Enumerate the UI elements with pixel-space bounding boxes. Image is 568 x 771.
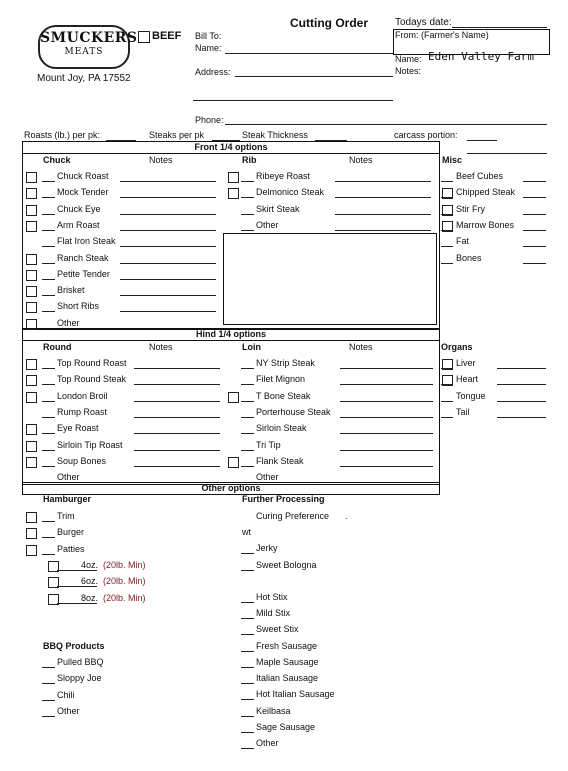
organ-tail-blank[interactable] bbox=[441, 417, 453, 418]
bbq-other-blank[interactable] bbox=[42, 716, 55, 717]
hamburger-title: Hamburger bbox=[43, 494, 92, 504]
chuck-ranch-steak-blank[interactable] bbox=[42, 263, 55, 264]
misc-beef-cubes-notes[interactable] bbox=[523, 181, 546, 182]
chuck-chuck-roast-notes[interactable] bbox=[120, 181, 216, 182]
round-top-round-roast-blank[interactable] bbox=[42, 368, 55, 369]
loin-flank-steak-notes[interactable] bbox=[340, 466, 433, 467]
loin-t-bone-steak-label: T Bone Steak bbox=[256, 390, 311, 401]
chuck-short-ribs-notes[interactable] bbox=[120, 311, 216, 312]
steak-thickness-label: Steak Thickness bbox=[242, 130, 308, 140]
logo-line1: SMUCKERS bbox=[40, 30, 138, 46]
fp-maple-sausage-label: Maple Sausage bbox=[256, 657, 319, 667]
chuck-chuck-roast-label: Chuck Roast bbox=[57, 171, 109, 181]
patty-4oz-size: 4oz. bbox=[81, 560, 99, 570]
round-london-broil-checkbox[interactable] bbox=[26, 392, 37, 403]
fp-hot-italian-sausage-blank[interactable] bbox=[241, 699, 254, 700]
organ-tail-label: Tail bbox=[456, 406, 470, 417]
chuck-chuck-eye-blank[interactable] bbox=[42, 214, 55, 215]
rib-delmonico-steak-label: Delmonico Steak bbox=[256, 187, 325, 198]
misc-stir-fry-label: Stir Fry bbox=[456, 203, 485, 214]
fp-sweet-bologna-blank[interactable] bbox=[241, 570, 254, 571]
fp-hot-stix-label: Hot Stix bbox=[256, 592, 288, 602]
notes-label: Notes: bbox=[395, 66, 422, 76]
misc-bones-notes[interactable] bbox=[523, 263, 546, 264]
round-soup-bones-checkbox[interactable] bbox=[26, 457, 37, 468]
address-field-2[interactable] bbox=[193, 100, 393, 101]
bbq-products-title: BBQ Products bbox=[43, 641, 105, 651]
organ-heart-notes[interactable] bbox=[497, 384, 546, 385]
loin-porterhouse-steak-notes[interactable] bbox=[340, 417, 433, 418]
chuck-ranch-steak-notes[interactable] bbox=[120, 263, 216, 264]
name-field[interactable] bbox=[225, 53, 393, 54]
round-rump-roast-label: Rump Roast bbox=[57, 406, 108, 417]
loin-sirloin-steak-label: Sirloin Steak bbox=[256, 423, 307, 434]
misc-stir-fry-notes[interactable] bbox=[523, 214, 546, 215]
fp-italian-sausage-label: Italian Sausage bbox=[256, 673, 319, 683]
steaks-per-pack-label: Steaks per pk bbox=[149, 130, 205, 140]
fp-keilbasa-blank[interactable] bbox=[241, 716, 254, 717]
fp-hot-italian-sausage-label: Hot Italian Sausage bbox=[256, 689, 335, 699]
misc-marrow-bones-notes[interactable] bbox=[523, 230, 546, 231]
chuck-title: Chuck bbox=[43, 155, 71, 165]
rib-ribeye-roast-blank[interactable] bbox=[241, 181, 254, 182]
chuck-mock-tender-notes[interactable] bbox=[120, 197, 216, 198]
curing-preference-label: Curing Preference bbox=[256, 511, 330, 521]
misc-fat-blank[interactable] bbox=[441, 246, 453, 247]
curing-preference-dot: . bbox=[345, 511, 348, 521]
round-sirloin-tip-roast-label: Sirloin Tip Roast bbox=[57, 439, 123, 450]
patty-8oz-min: (20lb. Min) bbox=[103, 592, 146, 603]
round-top-round-steak-notes[interactable] bbox=[134, 384, 220, 385]
round-london-broil-label: London Broil bbox=[57, 390, 108, 401]
address-label: Address: bbox=[195, 67, 231, 77]
rib-skirt-steak-blank[interactable] bbox=[241, 214, 254, 215]
patty-8oz-blank[interactable] bbox=[57, 603, 97, 604]
chuck-arm-roast-checkbox[interactable] bbox=[26, 221, 37, 232]
fp-fresh-sausage-blank[interactable] bbox=[241, 651, 254, 652]
fp-sweet-stix-label: Sweet Stix bbox=[256, 624, 299, 634]
chuck-mock-tender-blank[interactable] bbox=[42, 197, 55, 198]
bbq-other-label: Other bbox=[57, 705, 80, 716]
round-top-round-steak-blank[interactable] bbox=[42, 384, 55, 385]
loin-tri-tip-notes[interactable] bbox=[340, 450, 433, 451]
round-soup-bones-blank[interactable] bbox=[42, 466, 55, 467]
chuck-petite-tender-notes[interactable] bbox=[120, 279, 216, 280]
loin-filet-mignon-label: Filet Mignon bbox=[256, 374, 306, 385]
rib-other-label: Other bbox=[256, 219, 279, 230]
hamburger-burger-checkbox[interactable] bbox=[26, 528, 37, 539]
round-rump-roast-notes[interactable] bbox=[134, 417, 220, 418]
organ-liver-label: Liver bbox=[456, 358, 476, 368]
loin-flank-steak-blank[interactable] bbox=[241, 466, 254, 467]
round-top-round-roast-checkbox[interactable] bbox=[26, 359, 37, 370]
rib-notes-header: Notes bbox=[349, 155, 373, 165]
round-top-round-roast-label: Top Round Roast bbox=[57, 358, 127, 368]
hamburger-burger-label: Burger bbox=[57, 527, 85, 538]
chuck-arm-roast-blank[interactable] bbox=[42, 230, 55, 231]
chuck-flat-iron-steak-label: Flat Iron Steak bbox=[57, 236, 116, 247]
rib-other-blank[interactable] bbox=[241, 230, 254, 231]
chuck-petite-tender-label: Petite Tender bbox=[57, 268, 110, 279]
loin-ny-strip-steak-blank[interactable] bbox=[241, 368, 254, 369]
loin-tri-tip-blank[interactable] bbox=[241, 450, 254, 451]
round-title: Round bbox=[43, 342, 72, 352]
page-title: Cutting Order bbox=[290, 16, 368, 30]
loin-tri-tip-label: Tri Tip bbox=[256, 439, 281, 450]
patty-4oz-min: (20lb. Min) bbox=[103, 560, 146, 570]
misc-chipped-steak-label: Chipped Steak bbox=[456, 187, 516, 198]
misc-beef-cubes-label: Beef Cubes bbox=[456, 171, 504, 181]
fp-maple-sausage-blank[interactable] bbox=[241, 667, 254, 668]
round-sirloin-tip-roast-checkbox[interactable] bbox=[26, 441, 37, 452]
chuck-flat-iron-steak-blank[interactable] bbox=[42, 246, 55, 247]
fp-jerky-label: Jerky bbox=[256, 543, 278, 553]
chuck-chuck-roast-checkbox[interactable] bbox=[26, 172, 37, 183]
bbq-chili-label: Chili bbox=[57, 689, 75, 700]
patty-4oz-blank[interactable] bbox=[57, 570, 97, 571]
organ-tongue-blank[interactable] bbox=[441, 401, 453, 402]
logo-line2: MEATS bbox=[64, 47, 104, 57]
loin-porterhouse-steak-blank[interactable] bbox=[241, 417, 254, 418]
chuck-short-ribs-blank[interactable] bbox=[42, 311, 55, 312]
bbq-chili-blank[interactable] bbox=[42, 700, 55, 701]
rib-skirt-steak-notes[interactable] bbox=[335, 214, 431, 215]
round-eye-roast-label: Eye Roast bbox=[57, 423, 99, 434]
round-london-broil-notes[interactable] bbox=[134, 401, 220, 402]
organ-heart-label: Heart bbox=[456, 374, 479, 385]
rib-delmonico-steak-blank[interactable] bbox=[241, 197, 254, 198]
rib-skirt-steak-label: Skirt Steak bbox=[256, 203, 300, 214]
misc-chipped-steak-notes[interactable] bbox=[523, 197, 546, 198]
hamburger-burger-blank[interactable] bbox=[42, 537, 55, 538]
misc-fat-label: Fat bbox=[456, 236, 470, 247]
chuck-ranch-steak-checkbox[interactable] bbox=[26, 254, 37, 265]
beef-label: BEEF bbox=[152, 30, 182, 42]
loin-title: Loin bbox=[242, 342, 261, 352]
rib-ribeye-roast-notes[interactable] bbox=[335, 181, 431, 182]
round-eye-roast-notes[interactable] bbox=[134, 433, 220, 434]
wt-label: wt bbox=[242, 527, 251, 537]
misc-marrow-bones-blank[interactable] bbox=[441, 230, 453, 231]
chuck-ranch-steak-label: Ranch Steak bbox=[57, 252, 109, 263]
roasts-per-pack-label: Roasts (lb.) per pk: bbox=[24, 130, 101, 140]
chuck-notes-header: Notes bbox=[149, 155, 173, 165]
round-soup-bones-notes[interactable] bbox=[134, 466, 220, 467]
chuck-short-ribs-checkbox[interactable] bbox=[26, 302, 37, 313]
fp-hot-stix-blank[interactable] bbox=[241, 602, 254, 603]
round-notes-header: Notes bbox=[149, 342, 173, 352]
business-city: Mount Joy, PA 17552 bbox=[37, 73, 131, 84]
chuck-brisket-label: Brisket bbox=[57, 285, 85, 296]
loin-porterhouse-steak-label: Porterhouse Steak bbox=[256, 406, 331, 417]
chuck-mock-tender-label: Mock Tender bbox=[57, 187, 109, 198]
hind-quarter-header: Hind 1/4 options bbox=[22, 328, 440, 341]
loin-flank-steak-checkbox[interactable] bbox=[228, 457, 239, 468]
beef-checkbox[interactable] bbox=[138, 31, 150, 43]
farm-name-value: Eden Valley Farm bbox=[428, 50, 534, 63]
misc-chipped-steak-blank[interactable] bbox=[441, 197, 453, 198]
bbq-pulled-bbq-blank[interactable] bbox=[42, 667, 55, 668]
hamburger-patties-blank[interactable] bbox=[42, 554, 55, 555]
fp-sage-sausage-label: Sage Sausage bbox=[256, 722, 316, 732]
misc-bones-label: Bones bbox=[456, 252, 482, 263]
rib-ribeye-roast-checkbox[interactable] bbox=[228, 172, 239, 183]
fp-keilbasa-label: Keilbasa bbox=[256, 706, 291, 716]
round-soup-bones-label: Soup Bones bbox=[57, 455, 107, 466]
misc-stir-fry-blank[interactable] bbox=[441, 214, 453, 215]
rib-other-notes[interactable] bbox=[335, 230, 431, 231]
smuckers-logo bbox=[38, 25, 138, 69]
carcass-portion-field[interactable] bbox=[467, 140, 497, 141]
loin-t-bone-steak-blank[interactable] bbox=[241, 401, 254, 402]
fp-sweet-bologna-label: Sweet Bologna bbox=[256, 560, 317, 570]
round-top-round-roast-notes[interactable] bbox=[134, 368, 220, 369]
chuck-flat-iron-steak-notes[interactable] bbox=[120, 246, 216, 247]
loin-sirloin-steak-blank[interactable] bbox=[241, 433, 254, 434]
from-name-label: Name: bbox=[395, 54, 422, 64]
bill-to-label: Bill To: bbox=[195, 31, 222, 41]
loin-notes-header: Notes bbox=[349, 342, 373, 352]
fp-mild-stix-blank[interactable] bbox=[241, 618, 254, 619]
hamburger-trim-label: Trim bbox=[57, 511, 75, 521]
carcass-portion-label: carcass portion: bbox=[394, 130, 458, 140]
misc-bones-blank[interactable] bbox=[441, 263, 453, 264]
loin-filet-mignon-notes[interactable] bbox=[340, 384, 433, 385]
fp-mild-stix-label: Mild Stix bbox=[256, 608, 291, 618]
chuck-chuck-eye-notes[interactable] bbox=[120, 214, 216, 215]
chuck-other-label: Other bbox=[57, 317, 80, 328]
fp-fresh-sausage-label: Fresh Sausage bbox=[256, 641, 318, 651]
loin-ny-strip-steak-notes[interactable] bbox=[340, 368, 433, 369]
misc-fat-notes[interactable] bbox=[523, 246, 546, 247]
other-options-header: Other options bbox=[22, 482, 440, 495]
round-sirloin-tip-roast-blank[interactable] bbox=[42, 450, 55, 451]
todays-date-field[interactable] bbox=[452, 27, 547, 28]
bbq-sloppy-joe-label: Sloppy Joe bbox=[57, 673, 102, 684]
organ-heart-blank[interactable] bbox=[441, 384, 453, 385]
organ-tail-notes[interactable] bbox=[497, 417, 546, 418]
rib-notes-box[interactable] bbox=[223, 233, 437, 325]
round-sirloin-tip-roast-notes[interactable] bbox=[134, 450, 220, 451]
misc-title: Misc bbox=[442, 155, 463, 165]
further-processing-title: Further Processing bbox=[242, 494, 325, 504]
chuck-chuck-roast-blank[interactable] bbox=[42, 181, 55, 182]
patty-6oz-min: (20lb. Min) bbox=[103, 576, 146, 587]
organs-title: Organs bbox=[441, 342, 473, 352]
misc-marrow-bones-label: Marrow Bones bbox=[456, 219, 515, 230]
carcass-portion-field-2[interactable] bbox=[467, 153, 547, 154]
fp-sage-sausage-blank[interactable] bbox=[241, 732, 254, 733]
fp-jerky-blank[interactable] bbox=[241, 553, 254, 554]
loin-ny-strip-steak-label: NY Strip Steak bbox=[256, 358, 315, 368]
chuck-mock-tender-checkbox[interactable] bbox=[26, 188, 37, 199]
round-london-broil-blank[interactable] bbox=[42, 401, 55, 402]
rib-ribeye-roast-label: Ribeye Roast bbox=[256, 171, 311, 181]
bbq-pulled-bbq-label: Pulled BBQ bbox=[57, 657, 104, 667]
rib-title: Rib bbox=[242, 155, 257, 165]
todays-date-label: Todays date: bbox=[395, 17, 452, 28]
organ-tongue-notes[interactable] bbox=[497, 401, 546, 402]
organ-liver-notes[interactable] bbox=[497, 368, 546, 369]
organ-liver-blank[interactable] bbox=[441, 368, 453, 369]
organ-tongue-label: Tongue bbox=[456, 390, 486, 401]
hamburger-trim-blank[interactable] bbox=[42, 521, 55, 522]
from-label: From: (Farmer's Name) bbox=[395, 30, 489, 40]
fp-sweet-stix-blank[interactable] bbox=[241, 634, 254, 635]
chuck-brisket-checkbox[interactable] bbox=[26, 286, 37, 297]
loin-other-label: Other bbox=[256, 472, 279, 483]
loin-t-bone-steak-notes[interactable] bbox=[340, 401, 433, 402]
rib-delmonico-steak-notes[interactable] bbox=[335, 197, 431, 198]
hamburger-patties-label: Patties bbox=[57, 543, 85, 554]
phone-field[interactable] bbox=[225, 124, 547, 125]
patty-6oz-size: 6oz. bbox=[81, 576, 99, 587]
misc-beef-cubes-blank[interactable] bbox=[441, 181, 453, 182]
chuck-short-ribs-label: Short Ribs bbox=[57, 301, 100, 312]
hamburger-trim-checkbox[interactable] bbox=[26, 512, 37, 523]
patty-8oz-size: 8oz. bbox=[81, 592, 99, 603]
chuck-brisket-notes[interactable] bbox=[120, 295, 216, 296]
round-other-label: Other bbox=[57, 472, 80, 483]
chuck-arm-roast-label: Arm Roast bbox=[57, 219, 100, 230]
round-eye-roast-blank[interactable] bbox=[42, 433, 55, 434]
chuck-petite-tender-blank[interactable] bbox=[42, 279, 55, 280]
chuck-petite-tender-checkbox[interactable] bbox=[26, 270, 37, 281]
round-top-round-steak-label: Top Round Steak bbox=[57, 374, 127, 385]
fp-other-label: Other bbox=[256, 738, 279, 748]
chuck-arm-roast-notes[interactable] bbox=[120, 230, 216, 231]
patty-6oz-blank[interactable] bbox=[57, 586, 97, 587]
loin-flank-steak-label: Flank Steak bbox=[256, 455, 304, 466]
chuck-chuck-eye-label: Chuck Eye bbox=[57, 203, 101, 214]
hamburger-patties-checkbox[interactable] bbox=[26, 545, 37, 556]
loin-filet-mignon-blank[interactable] bbox=[241, 384, 254, 385]
loin-t-bone-steak-checkbox[interactable] bbox=[228, 392, 239, 403]
name-label: Name: bbox=[195, 43, 222, 53]
front-quarter-header: Front 1/4 options bbox=[22, 141, 440, 154]
rib-delmonico-steak-checkbox[interactable] bbox=[228, 188, 239, 199]
round-top-round-steak-checkbox[interactable] bbox=[26, 375, 37, 386]
bbq-sloppy-joe-blank[interactable] bbox=[42, 683, 55, 684]
fp-italian-sausage-blank[interactable] bbox=[241, 683, 254, 684]
phone-label: Phone: bbox=[195, 115, 224, 125]
address-field[interactable] bbox=[235, 76, 393, 77]
fp-other-blank[interactable] bbox=[241, 748, 254, 749]
round-eye-roast-checkbox[interactable] bbox=[26, 424, 37, 435]
chuck-brisket-blank[interactable] bbox=[42, 295, 55, 296]
round-rump-roast-blank[interactable] bbox=[42, 417, 55, 418]
chuck-chuck-eye-checkbox[interactable] bbox=[26, 205, 37, 216]
loin-sirloin-steak-notes[interactable] bbox=[340, 433, 433, 434]
